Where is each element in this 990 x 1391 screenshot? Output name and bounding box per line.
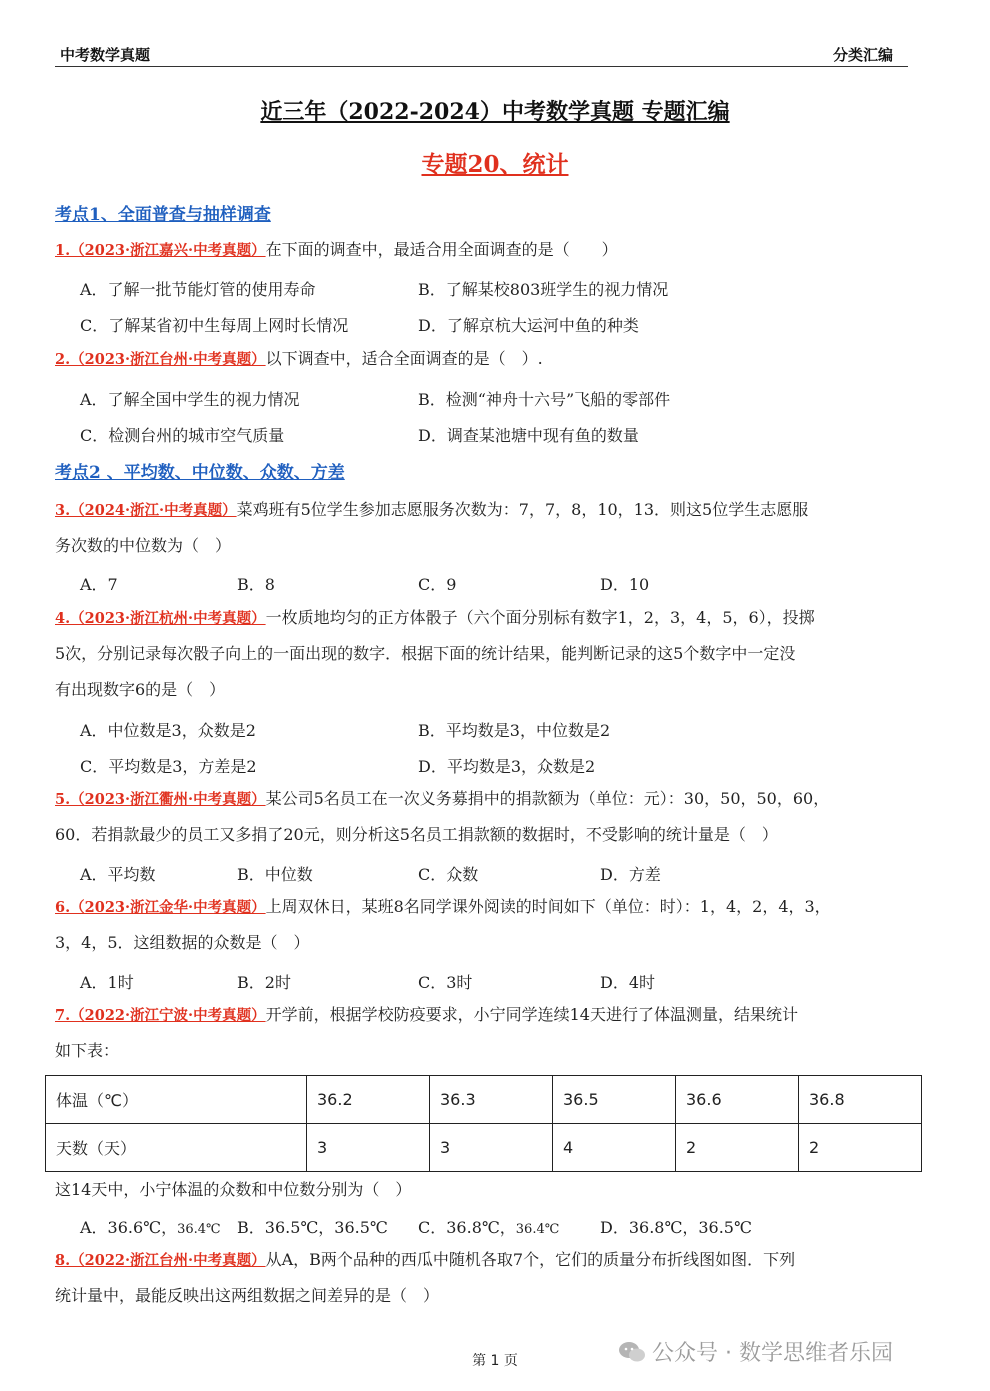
option: A．中位数是3，众数是2 [80,721,256,740]
question-source-tag: 1.（2023·浙江嘉兴·中考真题） [55,242,266,259]
table-cell: 2 [676,1124,799,1172]
wechat-icon [618,1340,646,1364]
question-source-tag: 7.（2022·浙江宁波·中考真题） [55,1007,266,1024]
table-cell: 3 [307,1124,430,1172]
question-2 [55,349,543,370]
option: D．了解京杭大运河中鱼的种类 [418,316,639,335]
question-text: 3，4，5．这组数据的众数是（ ） [55,933,310,952]
question-text: 以下调查中，适合全面调查的是（ ）. [265,349,543,368]
header-divider [55,66,908,67]
table-cell: 36.2 [307,1076,430,1124]
question-text: 如下表： [55,1041,120,1060]
option: B．中位数 [237,865,313,884]
table-cell: 36.5 [553,1076,676,1124]
table-cell: 天数（天） [46,1124,307,1172]
option: A．平均数 [80,865,156,884]
section-heading-2: 考点2 、平均数、中位数、众数、方差 [55,463,345,483]
option: A．了解一批节能灯管的使用寿命 [80,280,316,299]
question-source-tag: 5.（2023·浙江衢州·中考真题） [55,791,266,808]
table-cell: 3 [430,1124,553,1172]
option: B．检测“神舟十六号”飞船的零部件 [418,390,671,409]
option-text: 36.4℃ [177,1222,221,1237]
option: C．9 [418,575,457,594]
question-text: 5次，分别记录每次骰子向上的一面出现的数字．根据下面的统计结果，能判断记录的这5个数字中一定没 [55,644,796,663]
table-cell: 36.8 [799,1076,922,1124]
table-cell: 4 [553,1124,676,1172]
question-4 [55,608,815,629]
option: B．2时 [237,973,291,992]
option: B．36.5℃，36.5℃ [237,1218,388,1237]
question-source-tag: 6.（2023·浙江金华·中考真题） [55,899,266,916]
watermark-text: 公众号 · 数学思维者乐园 [652,1341,893,1366]
question-5 [55,789,829,810]
page-title: 近三年（2022-2024）中考数学真题 专题汇编 [260,99,730,125]
option: C．了解某省初中生每周上网时长情况 [80,316,349,335]
option: C．检测台州的城市空气质量 [80,426,285,445]
option: D．10 [600,575,650,594]
option: B．了解某校803班学生的视力情况 [418,280,669,299]
question-text: 有出现数字6的是（ ） [55,680,226,699]
option: C．平均数是3，方差是2 [80,757,257,776]
question-text: 统计量中，最能反映出这两组数据之间差异的是（ ） [55,1286,440,1305]
page-number: 第 1 页 [472,1353,518,1369]
question-text: 务次数的中位数为（ ） [55,536,232,555]
table-cell: 36.3 [430,1076,553,1124]
question-source-tag: 4.（2023·浙江杭州·中考真题） [55,610,266,627]
question-text: 从A，B两个品种的西瓜中随机各取7个，它们的质量分布折线图如图．下列 [265,1250,796,1269]
header-left: 中考数学真题 [60,46,151,64]
question-text: 一枚质地均匀的正方体骰子（六个面分别标有数字1，2，3，4，5，6），投掷 [265,608,815,627]
option: B．8 [237,575,275,594]
question-text: 这14天中，小宁体温的众数和中位数分别为（ ） [55,1180,412,1199]
section-heading-1: 考点1、全面普查与抽样调查 [55,205,271,225]
question-text: 菜鸡班有5位学生参加志愿服务次数为：7，7，8，10，13．则这5位学生志愿服 [236,500,809,519]
option: D．方差 [600,865,661,884]
option-text: C．36.8℃， [418,1218,516,1237]
question-text: 某公司5名员工在一次义务募捐中的捐款额为（单位：元）：30，50，50，60， [265,789,830,808]
question-source-tag: 8.（2022·浙江台州·中考真题） [55,1252,266,1269]
question-text: 上周双休日，某班8名同学课外阅读的时间如下（单位：时）：1，4，2，4，3， [265,897,831,916]
option: D．调查某池塘中现有鱼的数量 [418,426,639,445]
option: D．平均数是3，众数是2 [418,757,596,776]
question-source-tag: 2.（2023·浙江台州·中考真题） [55,351,266,368]
option-text: A．36.6℃， [80,1218,178,1237]
question-7 [55,1005,798,1026]
question-8 [55,1250,795,1271]
option: A．了解全国中学生的视力情况 [80,390,300,409]
option: A．7 [80,575,118,594]
option-text: 36.4℃ [515,1222,560,1237]
option [80,1215,221,1238]
watermark [618,1336,893,1367]
table-cell: 2 [799,1124,922,1172]
temperature-table [45,1075,922,1172]
question-text: 开学前，根据学校防疫要求，小宁同学连续14天进行了体温测量，结果统计 [265,1005,798,1024]
table-cell: 体温（℃） [46,1076,307,1124]
question-3 [55,500,808,521]
option: C．3时 [418,973,473,992]
header-right: 分类汇编 [833,46,894,64]
question-text: 在下面的调查中，最适合用全面调查的是（ ） [265,240,618,259]
table-cell: 36.6 [676,1076,799,1124]
question-text: 60．若捐款最少的员工又多捐了20元，则分析这5名员工捐款额的数据时，不受影响的统计量是（ ） [55,825,778,844]
option: D．36.8℃，36.5℃ [600,1218,752,1237]
option: C．众数 [418,865,479,884]
table-row [46,1076,922,1124]
question-1 [55,240,618,261]
option: A．1时 [80,973,134,992]
page-subtitle: 专题20、统计 [421,151,569,178]
table-row [46,1124,922,1172]
option [418,1215,559,1238]
option: D．4时 [600,973,656,992]
question-source-tag: 3.（2024·浙江·中考真题） [55,502,237,519]
option: B．平均数是3，中位数是2 [418,721,611,740]
question-6 [55,897,831,918]
